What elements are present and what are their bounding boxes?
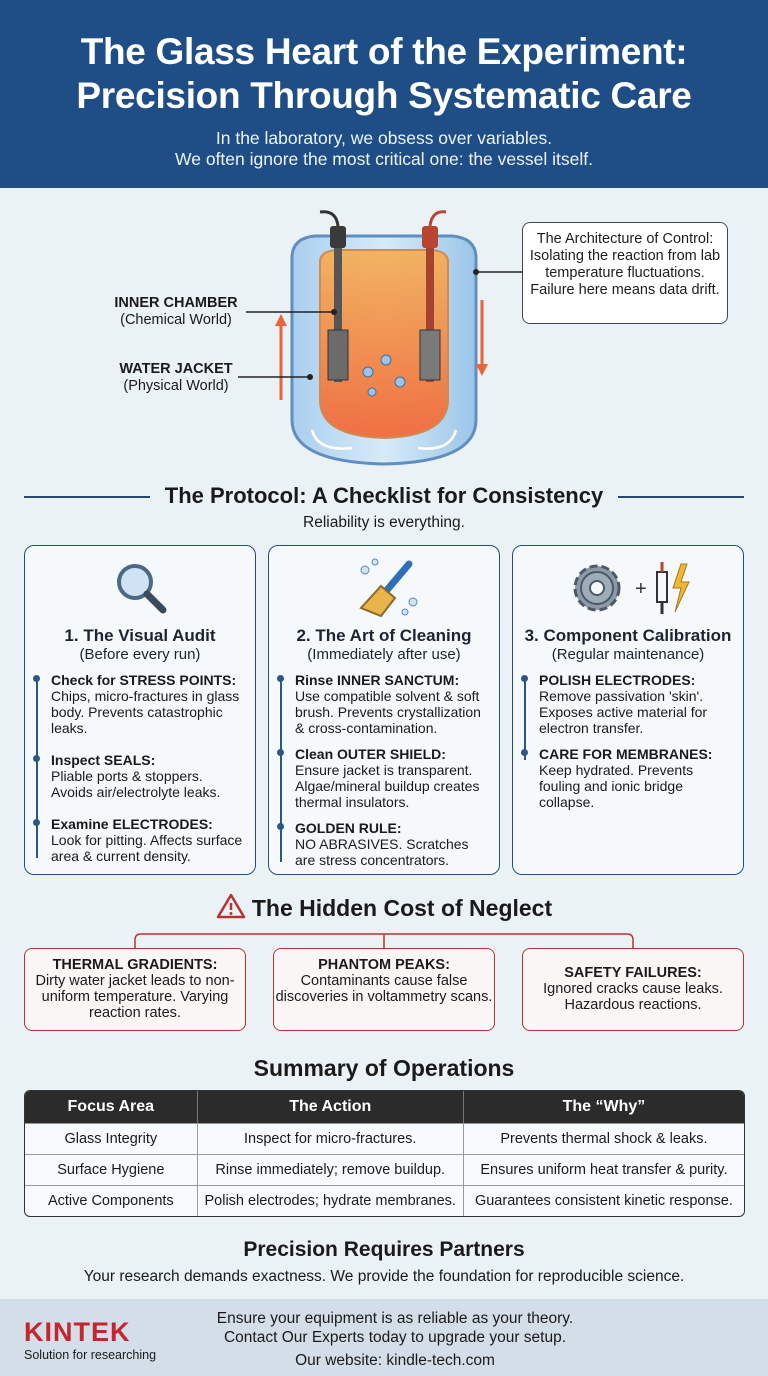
list-item: CARE FOR MEMBRANES: Keep hydrated. Prevents fouling and ionic bridge collapse.	[539, 746, 735, 810]
inner-chamber-title: INNER CHAMBER	[114, 295, 238, 311]
card-subtitle: (Immediately after use)	[307, 646, 461, 663]
column-header: The “Why”	[464, 1091, 744, 1123]
card-art-of-cleaning	[268, 545, 500, 875]
cost-safety-failures: SAFETY FAILURES: Ignored cracks cause leaks. Hazardous reactions.	[522, 948, 744, 1031]
partners-subtitle: Your research demands exactness. We provide the foundation for reproducible science.	[83, 1268, 685, 1285]
footer-line-2: Contact Our Experts today to upgrade your setup.	[223, 1329, 567, 1346]
subtitle-line-1: In the laboratory, we obsess over variables.	[215, 128, 553, 148]
header-banner	[0, 0, 768, 188]
footer	[0, 1299, 768, 1376]
list-item: POLISH ELECTRODES: Remove passivation 'skin'. Exposes active material for electron transfer.	[539, 672, 735, 736]
card-items	[539, 672, 735, 820]
protocol-title: The Protocol: A Checklist for Consistency	[164, 483, 604, 508]
column-header: Focus Area	[25, 1091, 198, 1123]
title-line-1: The Glass Heart of the Experiment:	[80, 31, 688, 72]
page-subtitle	[0, 128, 768, 170]
summary-title: Summary of Operations	[253, 1055, 515, 1081]
card-items	[295, 672, 491, 878]
right-wire	[430, 212, 446, 226]
card-items	[51, 672, 247, 874]
column-header: The Action	[198, 1091, 464, 1123]
title-line-2: Precision Through Systematic Care	[76, 75, 692, 116]
water-jacket-sub: (Physical World)	[123, 378, 229, 394]
page-title	[0, 30, 768, 118]
gear-electrode-icon	[513, 556, 745, 620]
list-item: Clean OUTER SHIELD: Ensure jacket is transparent. Algae/mineral buildup creates thermal insulators.	[295, 746, 491, 810]
table-row: Surface Hygiene Rinse immediately; remove buildup. Ensures uniform heat transfer & purity.	[25, 1154, 744, 1185]
summary-table	[24, 1090, 745, 1217]
list-item: Check for STRESS POINTS: Chips, micro-fractures in glass body. Prevents catastrophic leaks.	[51, 672, 247, 736]
card-title: 3. Component Calibration	[524, 626, 732, 645]
card-subtitle: (Before every run)	[79, 646, 201, 663]
card-component-calibration	[512, 545, 744, 875]
list-item: Rinse INNER SANCTUM: Use compatible solvent & soft brush. Prevents crystallization & cross-contamination.	[295, 672, 491, 736]
magnifier-icon	[25, 556, 257, 620]
inner-chamber-sub: (Chemical World)	[120, 312, 232, 328]
table-row: Glass Integrity Inspect for micro-fractures. Prevents thermal shock & leaks.	[25, 1123, 744, 1154]
card-title: 1. The Visual Audit	[64, 626, 216, 645]
left-electrode-cap	[330, 226, 346, 248]
protocol-subtitle: Reliability is everything.	[303, 514, 465, 531]
list-item: Inspect SEALS: Pliable ports & stoppers. Avoids air/electrolyte leaks.	[51, 752, 247, 800]
kintek-logo[interactable]: KINTEK	[24, 1317, 131, 1347]
neglect-title	[0, 893, 768, 922]
brush-icon	[269, 556, 501, 620]
card-visual-audit	[24, 545, 256, 875]
card-title: 2. The Art of Cleaning	[296, 626, 472, 645]
cost-thermal-gradients: THERMAL GRADIENTS: Dirty water jacket leads to non-uniform temperature. Varying reaction rates.	[24, 948, 246, 1031]
neglect-title-text: The Hidden Cost of Neglect	[251, 895, 553, 921]
warning-icon	[216, 893, 246, 919]
table-row: Active Components Polish electrodes; hydrate membranes. Guarantees consistent kinetic response.	[25, 1185, 744, 1216]
svg-text:+: +	[635, 578, 647, 600]
list-item: Examine ELECTRODES: Look for pitting. Affects surface area & current density.	[51, 816, 247, 864]
right-electrode-cap	[422, 226, 438, 248]
table-header-row	[25, 1091, 744, 1123]
list-item: GOLDEN RULE: NO ABRASIVES. Scratches are stress concentrators.	[295, 820, 491, 868]
architecture-callout: The Architecture of Control: Isolating the reaction from lab temperature fluctuations. Failure here means data drift.	[522, 222, 728, 324]
website-link[interactable]: Our website: kindle-tech.com	[295, 1352, 495, 1369]
water-jacket-label	[108, 361, 244, 395]
footer-line-1: Ensure your equipment is as reliable as your theory.	[216, 1310, 574, 1327]
logo-tagline: Solution for researching	[24, 1348, 157, 1362]
subtitle-line-2: We often ignore the most critical one: the vessel itself.	[175, 149, 593, 169]
left-wire	[320, 212, 338, 226]
card-subtitle: (Regular maintenance)	[551, 646, 705, 663]
left-electrode-plate	[328, 330, 348, 380]
water-jacket-title: WATER JACKET	[119, 361, 233, 377]
right-electrode-plate	[420, 330, 440, 380]
inner-chamber-label	[108, 295, 244, 329]
cost-phantom-peaks: PHANTOM PEAKS: Contaminants cause false discoveries in voltammetry scans.	[273, 948, 495, 1031]
partners-title: Precision Requires Partners	[243, 1238, 525, 1261]
